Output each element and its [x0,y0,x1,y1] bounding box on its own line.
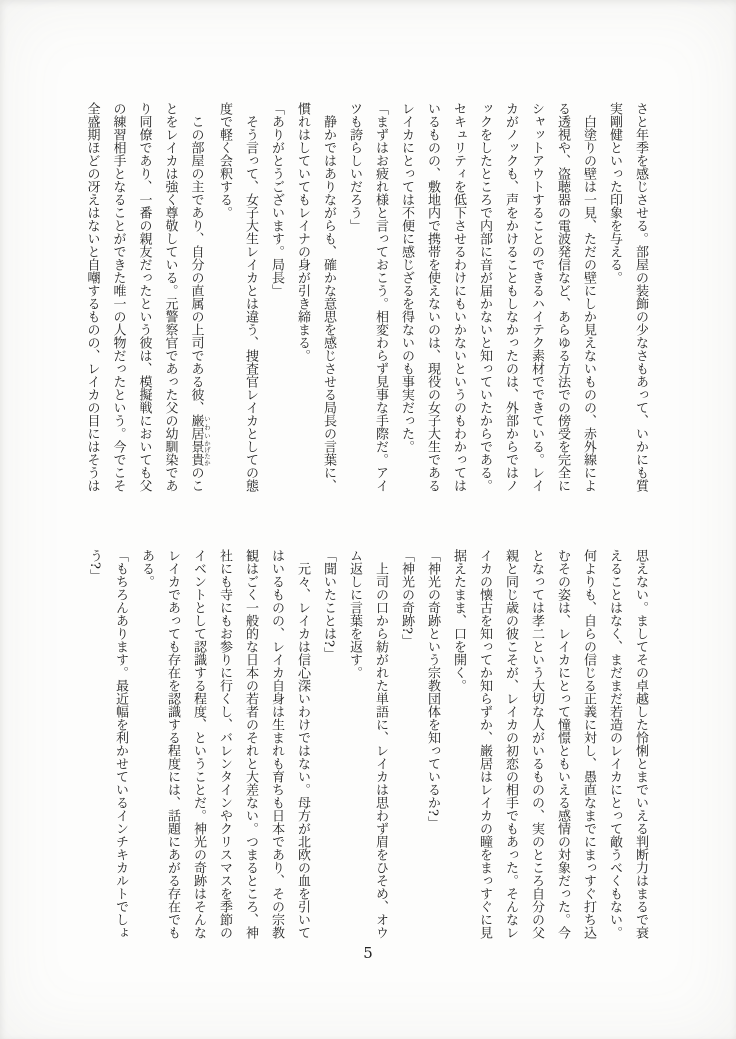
text-block-top [79,102,654,502]
text-column-2: 実剛健といった印象を与える。 [607,102,622,284]
text-column-4: むその姿は、レイカにとって憧憬ともいえる感情の対象だった。今 [555,549,570,939]
text-column-15: はいるものの、レイカ自身は生まれも育ちも日本であり、その宗教 [269,549,284,939]
text-column-21: の練習相手となることができた唯一の人物だったという。今でこそ [110,102,126,492]
text-column-14: 慣れはしていてもレイナの身が引き締まる。 [295,102,310,362]
text-column-12: ツも誇らしいだろう」 [347,102,362,232]
text-column-22: う?」 [87,549,102,582]
page-number: 5 [363,944,373,962]
text-column-11: 「まずはお疲れ様と言っておこう。相変わらず見事な手際だ。アイ [373,102,388,492]
text-column-4: る透視や、盗聴器の電波発信など、あらゆる方法での傍受を完全に [555,102,570,492]
text-column-6: カがノックも、声をかけることもしなかったのは、外部からではノ [503,102,518,492]
text-column-16: 観はごく一般的な日本の若者のそれと大差ない。つまるところ、神 [243,549,258,939]
text-column-20: ある。 [139,549,154,588]
text-column-5: となっては孝二という大切な人がいるものの、実のところ自分の父 [529,549,544,939]
text-column-9: いるものの、敷地内で携帯を使えないのは、現役の女子大生である [425,102,440,492]
text-column-20: り同僚であり、一番の親友だったという彼は、模擬戦においても父 [136,102,152,492]
text-column-5: シャットアウトすることのできるハイテク素材でできている。レイ [529,102,544,492]
text-column-10: 「神光の奇跡?」 [399,549,414,647]
text-column-8: セキュリティを低下させるわけにもいかないというのもわかっては [451,102,466,492]
text-column-15: 「ありがとうございます。局長」 [269,102,284,297]
text-column-2: えることはなく、まだまだ若造のレイカにとって敵うべくもない。 [607,549,622,939]
text-column-21: 「もちろんあります。最近幅を利かせているインチキカルトでしょ [113,549,128,939]
text-column-3: 白塗りの壁は一見、ただの壁にしか見えないものの、赤外線によ [581,115,596,492]
text-column-7: ックをしたところで内部に音が届かないと知っていたからである。 [477,102,492,492]
text-column-6: 親と同じ歳の彼こそが、レイカの初恋の相手でもあった。そんなレ [503,549,518,939]
text-column-14: 元々、レイカは信心深いわけではない。母方が北欧の血を引いて [295,562,310,939]
text-column-12: ム返しに言葉を返す。 [347,549,362,679]
ruby-annotated-name: 景貴 かげたか [188,440,211,466]
text-column-7: イカの懐古を知ってか知らずか、巌居はレイカの瞳をまっすぐに見 [477,549,492,939]
text-column-17: 社にも寺にもお参りに行くし、バレンタインやクリスマスを季節の [217,549,232,939]
text-column-16: そう言って、女子大生レイカとは違う、捜査官レイカとしての態 [243,115,258,492]
text-column-9: 「神光の奇跡という宗教団体を知っているか?」 [425,549,440,829]
text-column-19: レイカであっても存在を認識する程度には、話題にあがる存在でも [165,549,180,939]
text-column-17: 度で軽く会釈する。 [217,102,232,219]
text-column-10: レイカにとっては不便に感じざるを得ないのも事実だった。 [399,102,414,453]
text-block-bottom [81,549,653,949]
text-column-8: 据えたまま、口を開く。 [451,549,466,692]
text-column-18: イベントとして認識する程度、ということだ。神光の奇跡はそんな [191,549,206,939]
text-column-13: 静かではありながらも、確かな意思を感じさせる局長の言葉に、 [321,115,336,492]
text-column-1: 思えない。ましてその卓越した怜悧とまでいえる判断力はまるで衰 [633,549,648,939]
text-column-19: とをレイカは強く尊敬している。元警察官であった父の幼馴染であ [162,102,178,492]
text-column-22: 全盛期ほどの冴えはないと自嘲するものの、レイカの目にはそうは [84,102,100,492]
text-column-11: 上司の口から紡がれた単語に、レイカは思わず眉をひそめ、オウ [373,562,388,939]
text-column-13: 「聞いたことは?」 [321,549,336,660]
text-column-1: さと年季を感じさせる。部屋の装飾の少なさもあって、いかにも質 [633,102,648,492]
text-column-18: この部屋の主であり、自分の直属の上司である彼、巌居 いわい景貴 かげたかのこ [188,115,211,492]
ruby-annotated-name: 巌居 いわい [188,414,211,440]
text-column-3: 何よりも、自らの信じる正義に対し、愚直なまでにまっすぐ打ち込 [581,549,596,939]
